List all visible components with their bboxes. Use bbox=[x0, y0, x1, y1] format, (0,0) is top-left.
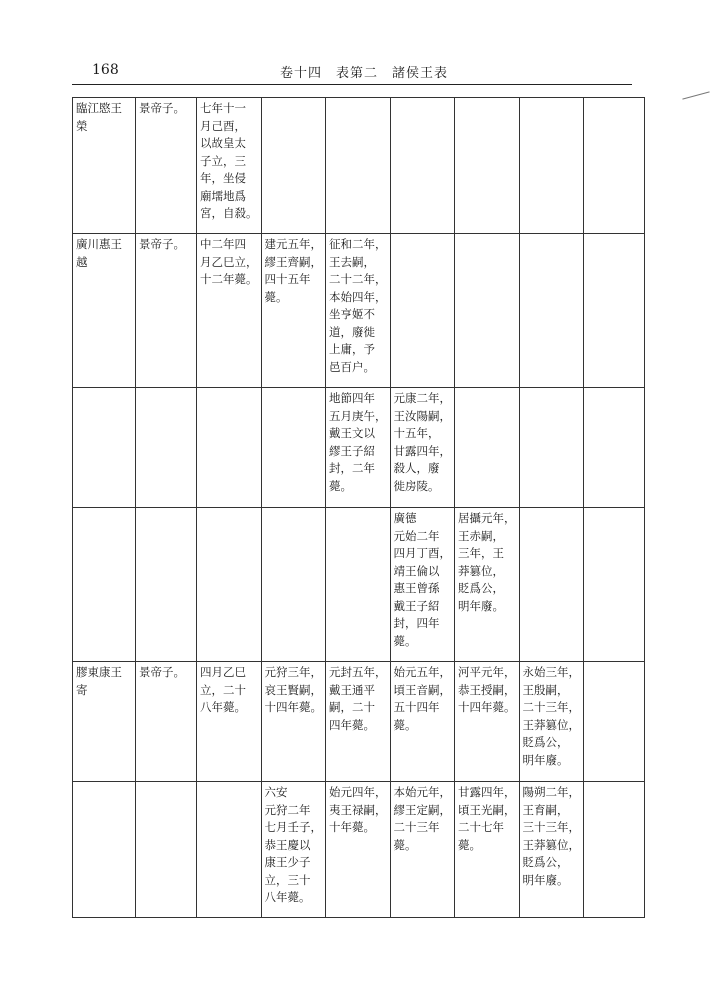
table-cell bbox=[73, 782, 136, 918]
table-cell bbox=[326, 234, 391, 388]
table-cell bbox=[519, 98, 584, 234]
table-cell bbox=[261, 508, 326, 662]
cell-text: 始元五年， 頃王音嗣， 五十四年 薨。 bbox=[393, 665, 451, 732]
table-row bbox=[73, 782, 645, 918]
table-cell bbox=[519, 508, 584, 662]
table-cell bbox=[455, 662, 520, 782]
table-cell bbox=[261, 234, 326, 388]
cell-text: 居攝元年， 王赤嗣， 三年，王 莽篡位， 貶爲公， 明年廢。 bbox=[458, 511, 516, 613]
table-cell bbox=[584, 234, 645, 388]
table-cell bbox=[390, 98, 455, 234]
cell-text: 四月乙巳 立，二十 八年薨。 bbox=[200, 665, 246, 714]
table-cell bbox=[584, 388, 645, 508]
table-cell bbox=[197, 662, 262, 782]
table-cell bbox=[73, 388, 136, 508]
cell-text: 本始元年， 繆王定嗣， 二十三年 薨。 bbox=[393, 785, 451, 852]
table-row bbox=[73, 388, 645, 508]
cell-text: 始元四年， 夷王禄嗣， 十年薨。 bbox=[329, 785, 387, 834]
table-cell bbox=[73, 98, 136, 234]
header-rule bbox=[72, 84, 632, 85]
table-cell bbox=[455, 782, 520, 918]
cell-text: 膠東康王 寄 bbox=[76, 665, 122, 697]
cell-text: 中二年四 月乙巳立， 十二年薨。 bbox=[200, 237, 258, 286]
table-cell bbox=[584, 662, 645, 782]
cell-text: 甘露四年， 頃王光嗣， 二十七年 薨。 bbox=[458, 785, 516, 852]
cell-text: 景帝子。 bbox=[139, 237, 185, 251]
cell-text: 永始三年， 王殷嗣， 二十三年， 王莽篡位， 貶爲公， 明年廢。 bbox=[522, 665, 580, 767]
margin-mark bbox=[682, 91, 709, 99]
table-cell bbox=[136, 388, 197, 508]
table-cell bbox=[455, 98, 520, 234]
table-cell bbox=[136, 662, 197, 782]
table-cell bbox=[326, 98, 391, 234]
table-cell bbox=[584, 98, 645, 234]
running-title: 卷十四 表第二 諸侯王表 bbox=[280, 66, 449, 81]
table-cell bbox=[261, 662, 326, 782]
table-cell bbox=[390, 662, 455, 782]
table-cell bbox=[326, 662, 391, 782]
table-row bbox=[73, 234, 645, 388]
cell-text: 元康二年， 王汝陽嗣， 十五年， 甘露四年， 殺人，廢 徙房陵。 bbox=[393, 391, 451, 493]
table-row bbox=[73, 662, 645, 782]
table-cell bbox=[136, 508, 197, 662]
cell-text: 征和二年， 王去嗣， 二十二年， 本始四年， 坐亨姬不 道，廢徙 上庸，予 邑百户。 bbox=[329, 237, 387, 374]
table-cell bbox=[73, 234, 136, 388]
table-cell bbox=[197, 98, 262, 234]
cell-text: 地節四年 五月庚午， 戴王文以 繆王子紹 封，二年 薨。 bbox=[329, 391, 387, 493]
genealogy-table bbox=[72, 97, 645, 918]
table-cell bbox=[261, 782, 326, 918]
table-cell bbox=[584, 508, 645, 662]
table-cell bbox=[197, 508, 262, 662]
cell-text: 臨江愍王 榮 bbox=[76, 101, 122, 133]
table-cell bbox=[390, 234, 455, 388]
cell-text: 七年十一 月己酉， 以故皇太 子立，三 年，坐侵 廟壖地爲 宮，自殺。 bbox=[200, 101, 258, 220]
table-cell bbox=[136, 782, 197, 918]
cell-text: 建元五年， 繆王齊嗣， 四十五年 薨。 bbox=[264, 237, 322, 304]
table-cell bbox=[197, 234, 262, 388]
page-number: 168 bbox=[92, 62, 119, 78]
table-cell bbox=[390, 782, 455, 918]
table-row bbox=[73, 98, 645, 234]
cell-text: 六安 元狩二年 七月壬子， 恭王慶以 康王少子 立，三十 八年薨。 bbox=[264, 785, 322, 904]
table-cell bbox=[455, 234, 520, 388]
cell-text: 元狩三年， 哀王賢嗣， 十四年薨。 bbox=[264, 665, 322, 714]
table-cell bbox=[326, 782, 391, 918]
table-cell bbox=[519, 388, 584, 508]
cell-text: 廣川惠王 越 bbox=[76, 237, 122, 269]
table-cell bbox=[326, 388, 391, 508]
table-cell bbox=[73, 508, 136, 662]
table-cell bbox=[390, 508, 455, 662]
table-cell bbox=[261, 388, 326, 508]
table-cell bbox=[197, 782, 262, 918]
cell-text: 景帝子。 bbox=[139, 665, 185, 679]
table-cell bbox=[584, 782, 645, 918]
table-cell bbox=[326, 508, 391, 662]
cell-text: 陽朔二年， 王育嗣， 三十三年， 王莽篡位， 貶爲公， 明年廢。 bbox=[522, 785, 580, 887]
cell-text: 元封五年， 戴王通平 嗣，二十 四年薨。 bbox=[329, 665, 387, 732]
cell-text: 景帝子。 bbox=[139, 101, 185, 115]
table-cell bbox=[261, 98, 326, 234]
cell-text: 河平元年， 恭王授嗣， 十四年薨。 bbox=[458, 665, 516, 714]
table-cell bbox=[455, 388, 520, 508]
table-cell bbox=[73, 662, 136, 782]
table-cell bbox=[136, 98, 197, 234]
table-cell bbox=[390, 388, 455, 508]
table-cell bbox=[519, 782, 584, 918]
table-cell bbox=[519, 662, 584, 782]
table-row bbox=[73, 508, 645, 662]
cell-text: 廣德 元始二年 四月丁酉， 靖王倫以 惠王曾孫 戴王子紹 封，四年 薨。 bbox=[393, 511, 451, 648]
table-cell bbox=[455, 508, 520, 662]
table-cell bbox=[136, 234, 197, 388]
table-cell bbox=[197, 388, 262, 508]
table-cell bbox=[519, 234, 584, 388]
